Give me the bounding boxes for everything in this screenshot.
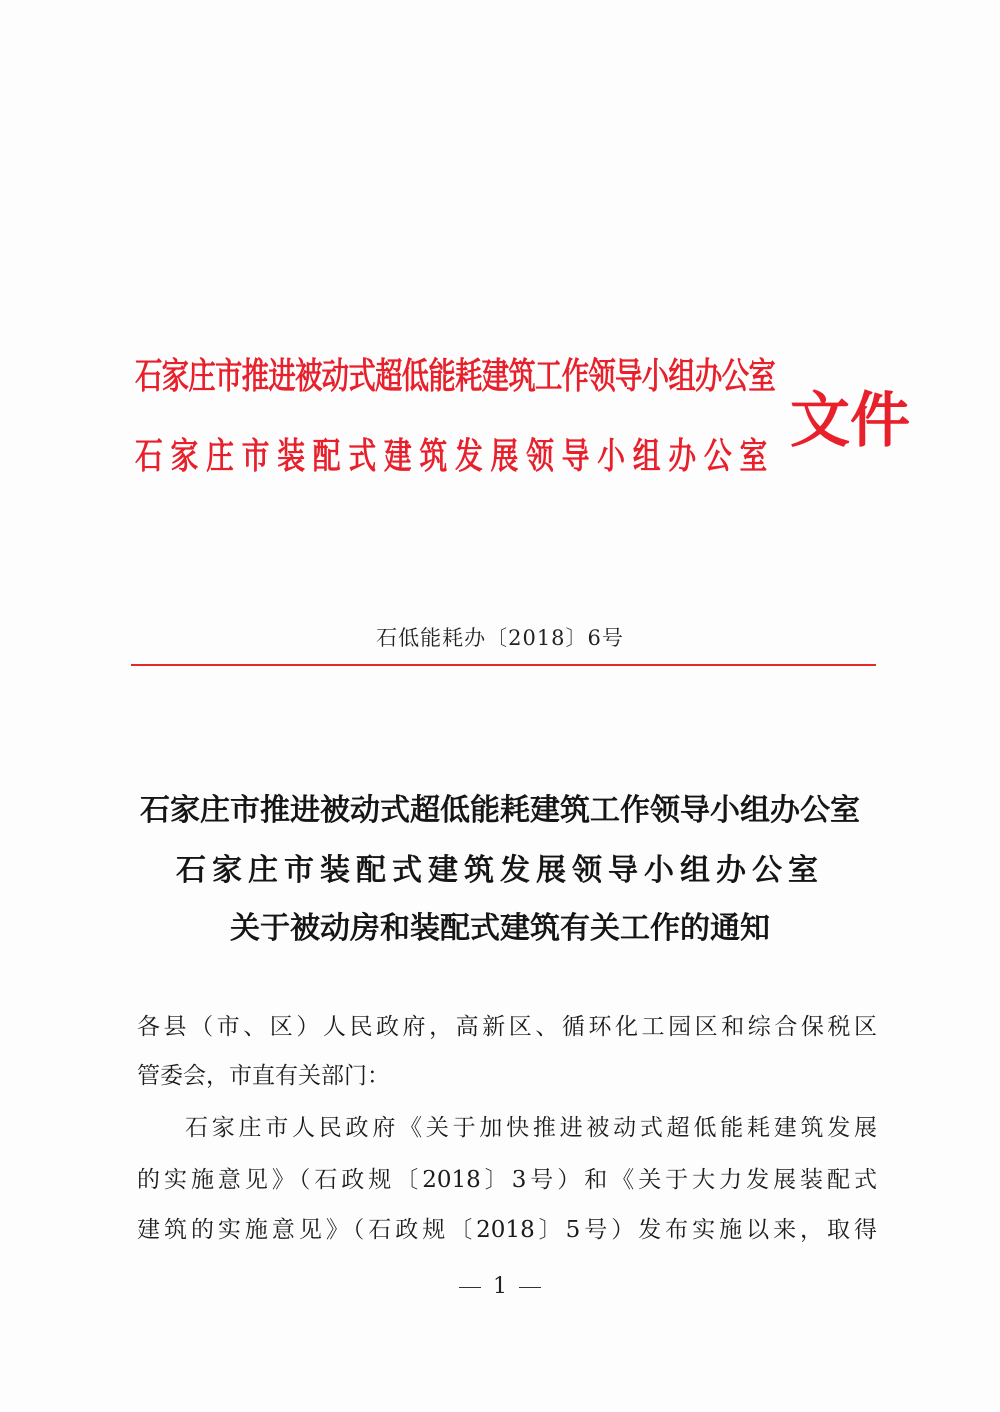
page-dash-left [459, 1287, 481, 1288]
page-footer [0, 1272, 1000, 1302]
paragraph-line-1: 石家庄市人民政府《关于加快推进被动式超低能耗建筑发展 [185, 1115, 877, 1141]
document-number: 石低能耗办〔2018〕6号 [376, 626, 624, 650]
addressee-line-1: 各县（市、区）人民政府，高新区、循环化工园区和综合保税区 [137, 1014, 877, 1040]
page-dash-right [519, 1287, 541, 1288]
header-issuer-line-2: 石家庄市装配式建筑发展领导小组办公室 [135, 435, 776, 477]
title-line-2: 石家庄市装配式建筑发展领导小组办公室 [176, 853, 824, 888]
header-document-suffix: 文件 [790, 386, 910, 456]
red-header [135, 340, 910, 515]
page-number: 1 [493, 1274, 507, 1299]
red-separator-rule [131, 664, 876, 666]
addressee-line-2: 管委会，市直有关部门： [137, 1063, 390, 1089]
header-issuer-line-1: 石家庄市推进被动式超低能耗建筑工作领导小组办公室 [135, 355, 776, 397]
title-line-3: 关于被动房和装配式建筑有关工作的通知 [230, 911, 770, 946]
paragraph-line-2: 的实施意见》（石政规〔2018〕3号）和《关于大力发展装配式 [137, 1167, 877, 1193]
paragraph-line-3: 建筑的实施意见》（石政规〔2018〕5号）发布实施以来，取得 [137, 1217, 877, 1243]
title-line-1: 石家庄市推进被动式超低能耗建筑工作领导小组办公室 [140, 793, 860, 828]
